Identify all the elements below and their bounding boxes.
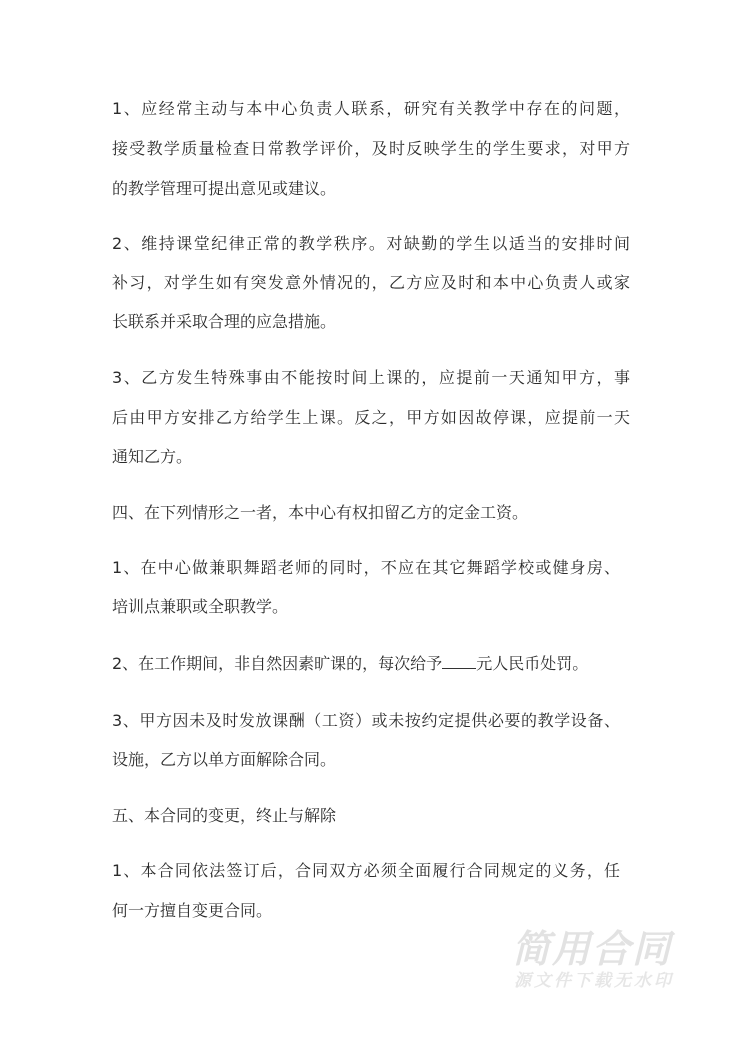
text-line: 培训点兼职或全职教学。 (112, 597, 289, 616)
text-line: 通知乙方。 (112, 447, 193, 466)
text-line: 1、本合同依法签订后，合同双方必须全面履行合同规定的义务，任 (112, 861, 620, 880)
text-line: 后由甲方安排乙方给学生上课。反之，甲方如因故停课，应提前一天 (112, 408, 630, 427)
text-line: 3、甲方因未及时发放课酬（工资）或未按约定提供必要的教学设备、 (112, 711, 620, 730)
text-line: 1、应经常主动与本中心负责人联系，研究有关教学中存在的问题， (112, 99, 630, 118)
text-line (112, 653, 630, 675)
text-line: 长联系并采取合理的应急措施。 (112, 312, 337, 331)
text-line: 的教学管理可提出意见或建议。 (112, 179, 337, 198)
text-line: 3、乙方发生特殊事由不能按时间上课的，应提前一天通知甲方，事 (112, 368, 630, 387)
text-line: 何一方擅自变更合同。 (112, 901, 273, 920)
text-segment: 元人民币处罚。 (476, 654, 589, 673)
section-heading: 五、本合同的变更，终止与解除 (112, 806, 337, 825)
watermark-logo: 简用合同 (512, 927, 673, 971)
fill-in-blank (442, 654, 476, 669)
text-line: 接受教学质量检查日常教学评价，及时反映学生的学生要求，对甲方 (112, 139, 630, 158)
text-segment: 2、在工作期间，非自然因素旷课的，每次给予 (112, 654, 443, 673)
text-line: 设施，乙方以单方面解除合同。 (112, 750, 337, 769)
text-line: 1、在中心做兼职舞蹈老师的同时，不应在其它舞蹈学校或健身房、 (112, 558, 620, 577)
text-line: 2、维持课堂纪律正常的教学秩序。对缺勤的学生以适当的安排时间 (112, 234, 630, 253)
watermark-subtitle: 源文件下载无水印 (514, 971, 674, 991)
section-heading: 四、在下列情形之一者，本中心有权扣留乙方的定金工资。 (112, 503, 529, 522)
text-line: 补习，对学生如有突发意外情况的，乙方应及时和本中心负责人或家 (112, 273, 630, 292)
